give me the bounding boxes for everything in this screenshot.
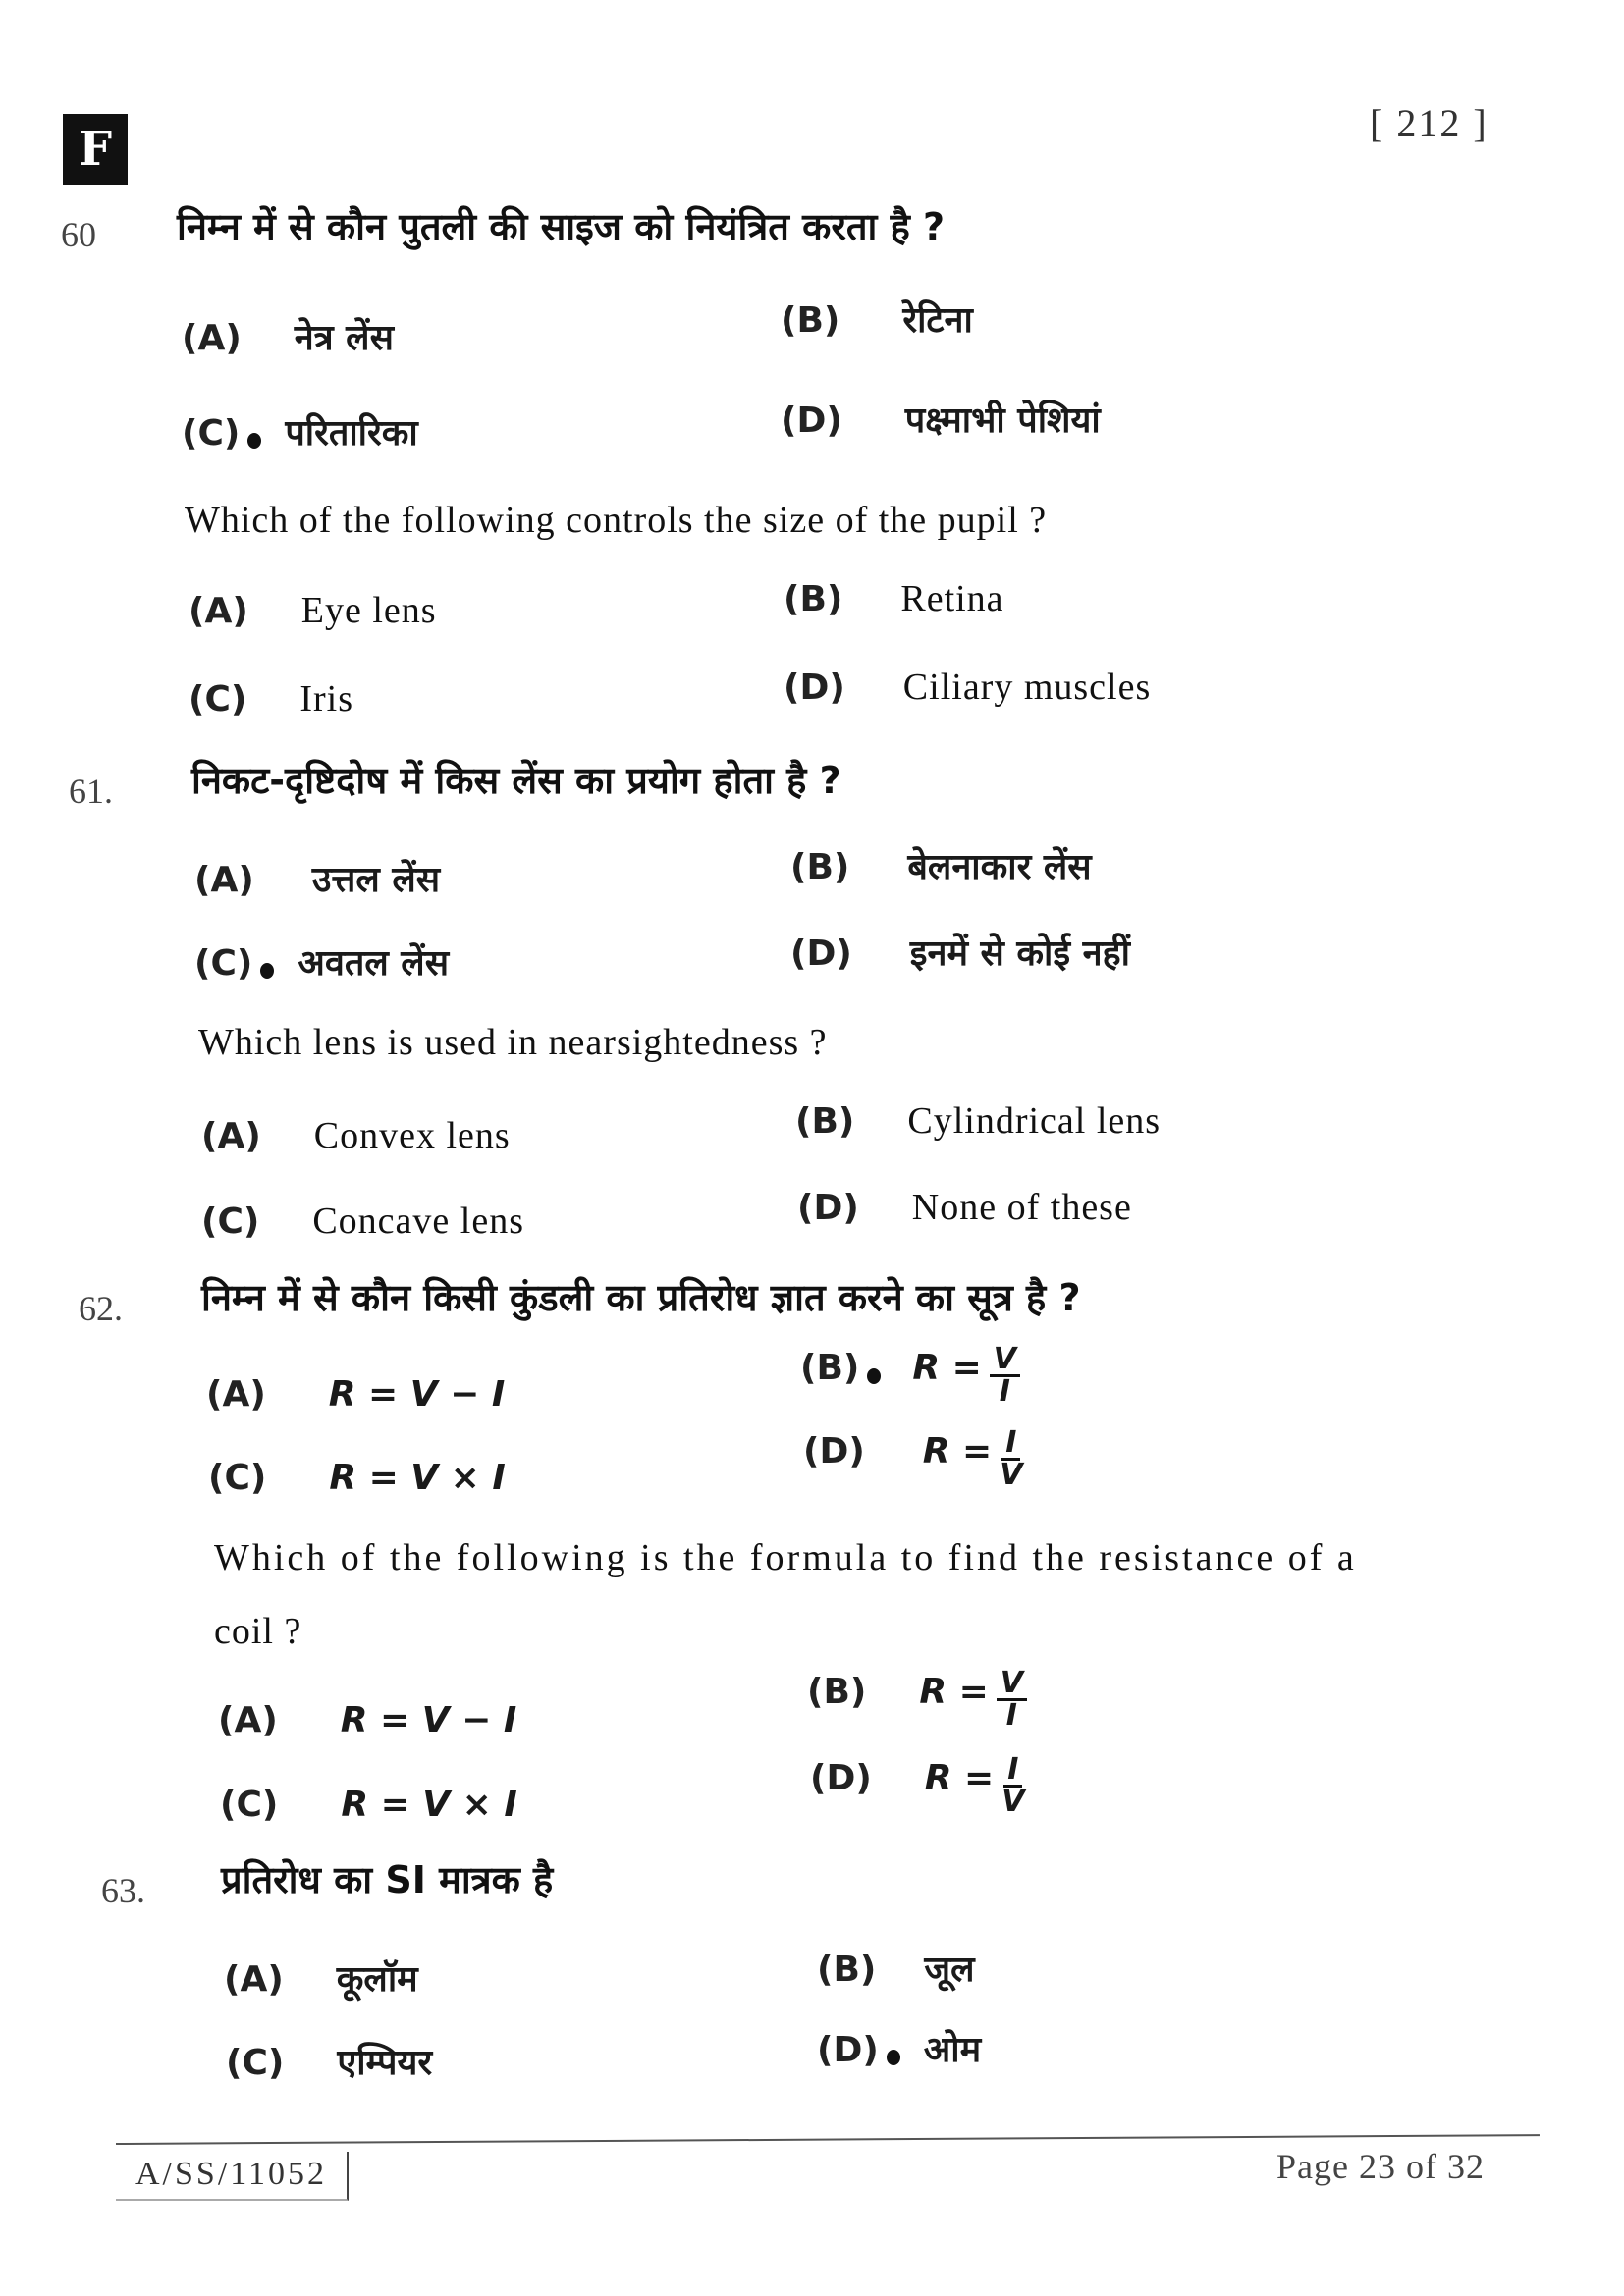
option-d-en [810,1752,1025,1819]
option-text: Ciliary muscles [902,667,1152,708]
numerator: I [1001,1428,1020,1461]
question-number: 61. [69,772,113,811]
question-text-hindi: निकट-दृष्टिदोष में किस लेंस का प्रयोग होता है ? [191,759,841,802]
option-a [206,1374,505,1415]
option-text: Retina [900,578,1004,619]
option-c [226,2037,432,2085]
option-b-en [795,1099,1161,1143]
option-c-en [189,677,353,721]
option-text: None of these [911,1187,1132,1228]
question-number: 62. [79,1289,123,1328]
option-b [817,1944,974,1992]
option-a [182,312,394,360]
option-label: (C) [189,679,247,720]
option-a [194,854,440,902]
question-text-english: Which of the following controls the size of the pupil ? [185,500,1048,541]
option-label: (C) [208,1458,267,1498]
option-text: अवतल लेंस [298,943,450,984]
formula-lhs: R = [919,1672,989,1713]
page-code: [ 212 ] [1370,101,1489,145]
option-text: रेटिना [902,300,973,341]
option-a-en [201,1114,511,1157]
numerator: V [997,1669,1027,1701]
question-number: 63. [101,1871,145,1910]
option-text: Eye lens [300,590,437,631]
option-label: (A) [224,1959,284,2000]
fraction [997,1666,1027,1733]
formula: R = V − I [340,1700,517,1740]
answer-mark-icon [247,433,261,449]
option-c-en [201,1200,524,1243]
question-text-hindi: प्रतिरोध का SI मात्रक है [221,1858,554,1901]
option-text: परितारिका [285,413,418,454]
option-label: (D) [810,1758,872,1799]
option-label: (B) [807,1672,867,1713]
option-label: (D) [781,400,842,441]
option-text: उत्तल लेंस [311,860,441,900]
option-label: (B) [790,847,850,887]
option-a [224,1953,418,2002]
option-c-marked [194,937,449,986]
formula: R = V × I [341,1785,517,1825]
question-text-english-cont: coil ? [214,1611,302,1652]
option-b-en [807,1666,1027,1733]
question-text-english: Which lens is used in nearsightedness ? [198,1022,828,1063]
option-label: (B) [817,1949,877,1990]
option-d [790,928,1130,976]
option-text: Concave lens [312,1201,524,1242]
option-label: (A) [201,1116,261,1156]
option-label: (A) [206,1374,266,1415]
option-label: (D) [797,1188,859,1228]
option-d-en [797,1186,1132,1229]
denominator: V [1000,1458,1023,1492]
option-label: (B) [795,1101,855,1142]
fraction [990,1342,1020,1409]
option-label: (C) [226,2043,285,2083]
formula: R = V × I [329,1458,506,1498]
footer-divider [116,2134,1540,2145]
denominator: V [1001,1785,1025,1819]
option-d [781,395,1101,443]
option-b-marked [800,1342,1020,1409]
option-d-en [784,666,1151,709]
option-b-en [784,577,1004,620]
option-d-marked [817,2024,981,2072]
denominator: I [999,1374,1010,1409]
option-label: (B) [781,300,840,341]
option-text: इनमें से कोई नहीं [909,934,1130,974]
option-text: बेलनाकार लेंस [907,847,1092,887]
option-label: (A) [194,860,254,900]
formula-lhs: R = [922,1431,993,1472]
option-text: Iris [299,678,353,720]
option-label: (B) [800,1348,860,1389]
option-d [803,1425,1023,1492]
answer-mark-icon [887,2050,900,2065]
option-label: (D) [803,1431,865,1472]
numerator: V [990,1345,1020,1377]
option-label: (B) [784,579,843,619]
option-b [790,841,1092,889]
option-label: (D) [790,934,852,974]
formula-lhs: R = [924,1758,995,1799]
set-badge: F [63,114,128,185]
option-b [781,294,973,343]
option-text: नेत्र लेंस [294,318,394,358]
option-label: (D) [784,667,845,708]
option-text: Convex lens [313,1115,511,1156]
option-label: (C) [194,943,253,984]
numerator: I [1003,1755,1022,1788]
page-indicator: Page 23 of 32 [1276,2147,1485,2186]
option-label: (C) [220,1785,279,1825]
question-text-hindi: निम्न में से कौन पुतली की साइज को नियंत्रित करता है ? [177,205,946,248]
paper-code: A/SS/11052 [116,2152,349,2201]
option-label: (A) [182,318,242,358]
option-label: (C) [182,413,241,454]
formula-lhs: R = [912,1348,982,1389]
question-text-hindi: निम्न में से कौन किसी कुंडली का प्रतिरोध ज्ञात करने का सूत्र है ? [201,1276,1081,1319]
option-a-en [218,1700,516,1740]
option-text: जूल [924,1949,975,1990]
option-label: (D) [817,2030,879,2070]
option-c-marked [182,407,418,455]
answer-mark-icon [867,1368,881,1384]
option-text: पक्ष्माभी पेशियां [904,400,1101,441]
denominator: I [1005,1698,1017,1733]
option-c-en [220,1785,517,1825]
option-text: ओम [923,2030,982,2070]
option-label: (A) [218,1700,278,1740]
option-c [208,1458,506,1498]
option-text: Cylindrical lens [907,1100,1162,1142]
option-text: एम्पियर [337,2043,433,2083]
option-label: (A) [189,591,248,631]
formula: R = V − I [328,1374,506,1415]
option-text: कूलॉम [336,1959,418,2000]
fraction [1001,1752,1025,1819]
option-label: (C) [201,1201,260,1242]
answer-mark-icon [260,963,274,979]
question-text-english: Which of the following is the formula to find the resistance of a [214,1537,1357,1578]
option-a-en [189,589,437,632]
fraction [1000,1425,1023,1492]
question-number: 60 [61,215,96,254]
